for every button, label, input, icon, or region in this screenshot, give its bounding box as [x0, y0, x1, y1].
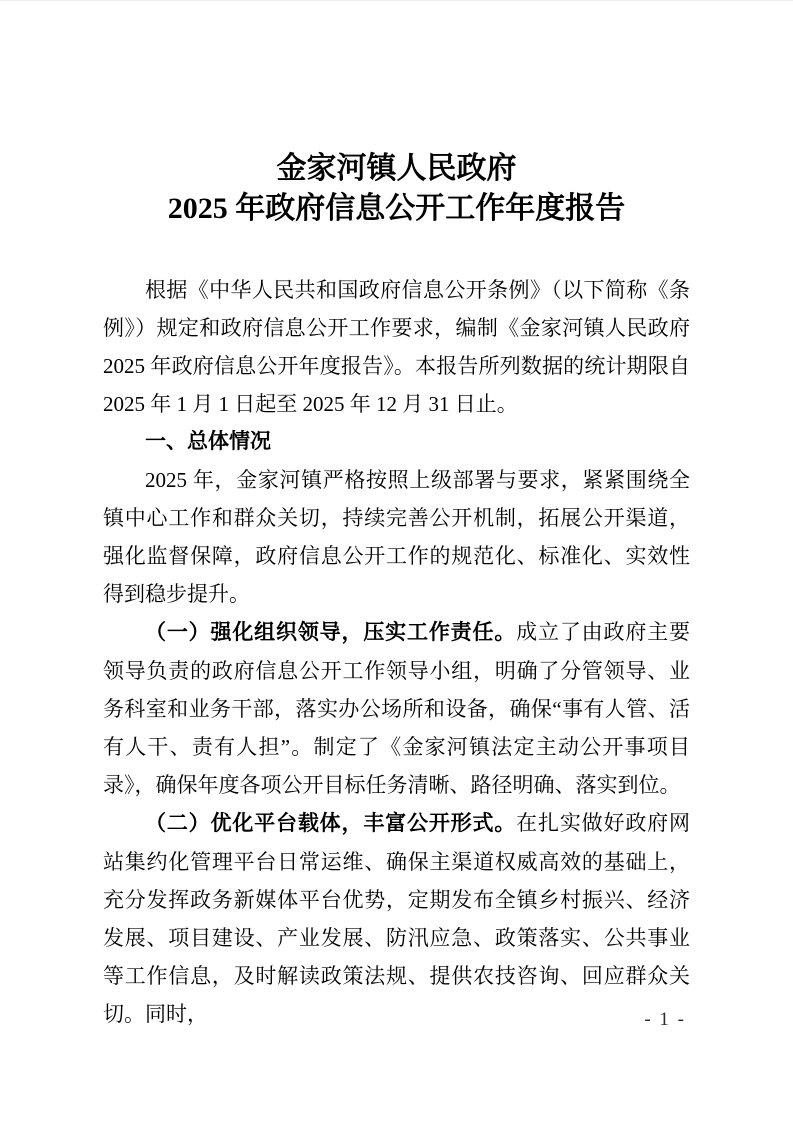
document-title-line1: 金家河镇人民政府 [276, 152, 517, 185]
item-2-paragraph [103, 804, 690, 1033]
document-title-line2: 2025 年政府信息公开工作年度报告 [167, 192, 626, 225]
document-title [0, 1, 793, 229]
item-2-text: 在扎实做好政府网站集约化管理平台日常运维、确保主渠道权威高效的基础上，充分发挥政务新媒体平台优势，定期发布全镇乡村振兴、经济发展、项目建设、产业发展、防汛应急、政策落实、公共事业等工作信息，及时解读政策法规、提供农技咨询、回应群众关切。同时， [103, 811, 691, 1026]
item-1-lead: （一）强化组织领导，压实工作责任。 [145, 621, 517, 644]
page-number: - 1 - [644, 1009, 686, 1030]
intro-paragraph: 根据《中华人民共和国政府信息公开条例》（以下简称《条例》）规定和政府信息公开工作要求，编制《金家河镇人民政府 2025 年政府信息公开年度报告》。本报告所列数据的统计期限自 2025 年 1 月 1 日起至 2025 年 12 月 31 日止。 [103, 278, 690, 416]
overview-paragraph: 2025 年，金家河镇严格按照上级部署与要求，紧紧围绕全镇中心工作和群众关切，持续完善公开机制，拓展公开渠道，强化监督保障，政府信息公开工作的规范化、标准化、实效性得到稳步提升。 [103, 468, 690, 606]
section-heading-overall-situation: 一、总体情况 [145, 430, 271, 453]
item-2-lead: （二）优化平台载体，丰富公开形式。 [145, 812, 517, 835]
document-body [0, 271, 793, 1033]
item-1-paragraph [103, 613, 690, 804]
item-1-text: 成立了由政府主要领导负责的政府信息公开工作领导小组，明确了分管领导、业务科室和业务干部，落实办公场所和设备，确保“事有人管、活有人干、责有人担”。制定了《金家河镇法定主动公开事项目录》，确保年度各项公开目标任务清晰、路径明确、落实到位。 [103, 620, 691, 797]
